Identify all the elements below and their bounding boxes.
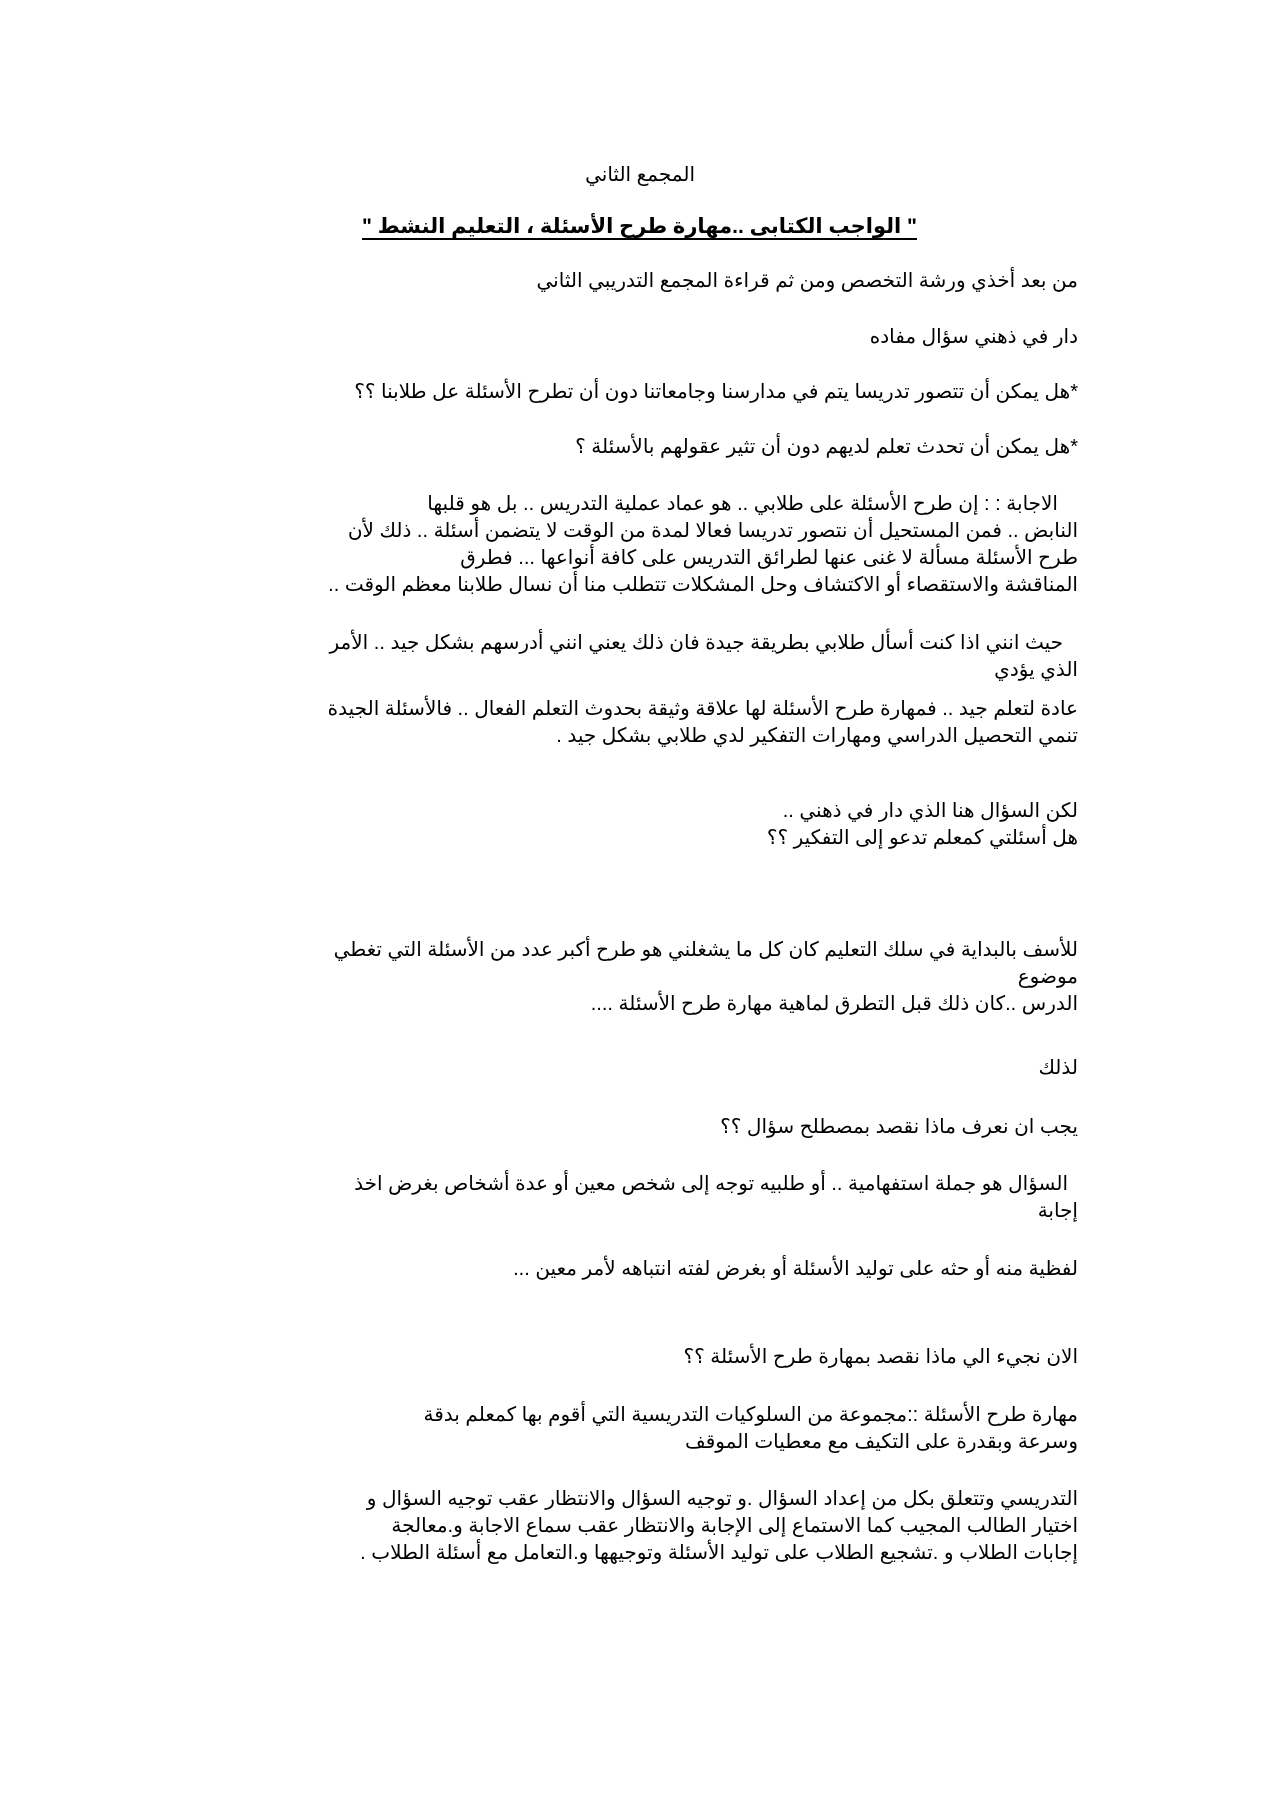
answer-line: تنمي التحصيل الدراسي ومهارات التفكير لدي طلابي بشكل جيد . [556,725,1078,747]
skill-definition-line: وسرعة وبقدرة على التكيف مع معطيات الموقف [684,1431,1078,1453]
skill-definition-line: مهارة طرح الأسئلة ::مجموعة من السلوكيات التدريسية التي أقوم بها كمعلم بدقة [423,1404,1078,1426]
skill-details-line: التدريسي وتتعلق بكل من إعداد السؤال .و توجيه السؤال والانتظار عقب توجيه السؤال و [366,1488,1078,1510]
reflection-line: لكن السؤال هنا الذي دار في ذهني .. [782,800,1078,822]
past-line: للأسف بالبداية في سلك التعليم كان كل ما يشغلني هو طرح أكبر عدد من الأسئلة التي تغطي [333,939,1078,961]
past-line: الدرس ..كان ذلك قبل التطرق لماهية مهارة طرح الأسئلة .... [590,993,1078,1015]
thought-line: دار في ذهني سؤال مفاده [869,326,1078,348]
define-question-line: يجب ان نعرف ماذا نقصد بمصطلح سؤال ؟؟ [720,1116,1078,1138]
answer-line: الذي يؤدي [994,659,1078,681]
answer-line: عادة لتعلم جيد .. فمهارة طرح الأسئلة لها علاقة وثيقة بحدوث التعلم الفعال .. فالأسئلة الجيدة [327,698,1078,720]
document-heading: " الواجب الكتابى ..مهارة طرح الأسئلة ، التعليم النشط " [362,215,917,238]
definition-line: السؤال هو جملة استفهامية .. أو طلبيه توجه إلى شخص معين أو عدة أشخاص بغرض اخذ [354,1173,1068,1195]
intro-line: من بعد أخذي ورشة التخصص ومن ثم قراءة المجمع التدريبي الثاني [536,270,1078,292]
answer-line: النابض .. فمن المستحيل أن نتصور تدريسا فعالا لمدة من الوقت لا يتضمن أسئلة .. ذلك لأن [347,520,1078,542]
answer-line: حيث انني اذا كنت أسأل طلابي بطريقة جيدة فان ذلك يعني انني أدرسهم بشكل جيد .. الأمر [329,632,1063,654]
question-2: *هل يمكن أن تحدث تعلم لديهم دون أن تثير عقولهم بالأسئلة ؟ [575,436,1078,458]
past-line: موضوع [1017,966,1078,988]
answer-line: المناقشة والاستقصاء أو الاكتشاف وحل المشكلات تتطلب منا أن نسال طلابنا معظم الوقت .. [328,574,1078,596]
definition-continued-line: لفظية منه أو حثه على توليد الأسئلة أو بغرض لفته انتباهه لأمر معين ... [513,1258,1078,1280]
definition-line: إجابة [1037,1200,1078,1222]
skill-details-line: اختيار الطالب المجيب كما الاستماع إلى الإجابة والانتظار عقب سماع الاجابة و.معالجة [391,1515,1078,1537]
question-1: *هل يمكن أن تتصور تدريسا يتم في مدارسنا وجامعاتنا دون أن تطرح الأسئلة عل طلابنا ؟؟ [354,381,1078,403]
document-title: المجمع الثاني [585,164,695,186]
therefore-line: لذلك [1038,1057,1078,1079]
answer-line: طرح الأسئلة مسألة لا غنى عنها لطرائق التدريس على كافة أنواعها ... فطرق [460,547,1078,569]
skill-details-line: إجابات الطلاب و .تشجيع الطلاب على توليد الأسئلة وتوجيهها و.التعامل مع أسئلة الطلاب . [360,1542,1078,1564]
reflection-line: هل أسئلتي كمعلم تدعو إلى التفكير ؟؟ [766,827,1078,849]
answer-line: الاجابة : : إن طرح الأسئلة على طلابي .. هو عماد عملية التدريس .. بل هو قلبها [427,493,1058,515]
skill-question-line: الان نجيء الي ماذا نقصد بمهارة طرح الأسئلة ؟؟ [683,1346,1078,1368]
